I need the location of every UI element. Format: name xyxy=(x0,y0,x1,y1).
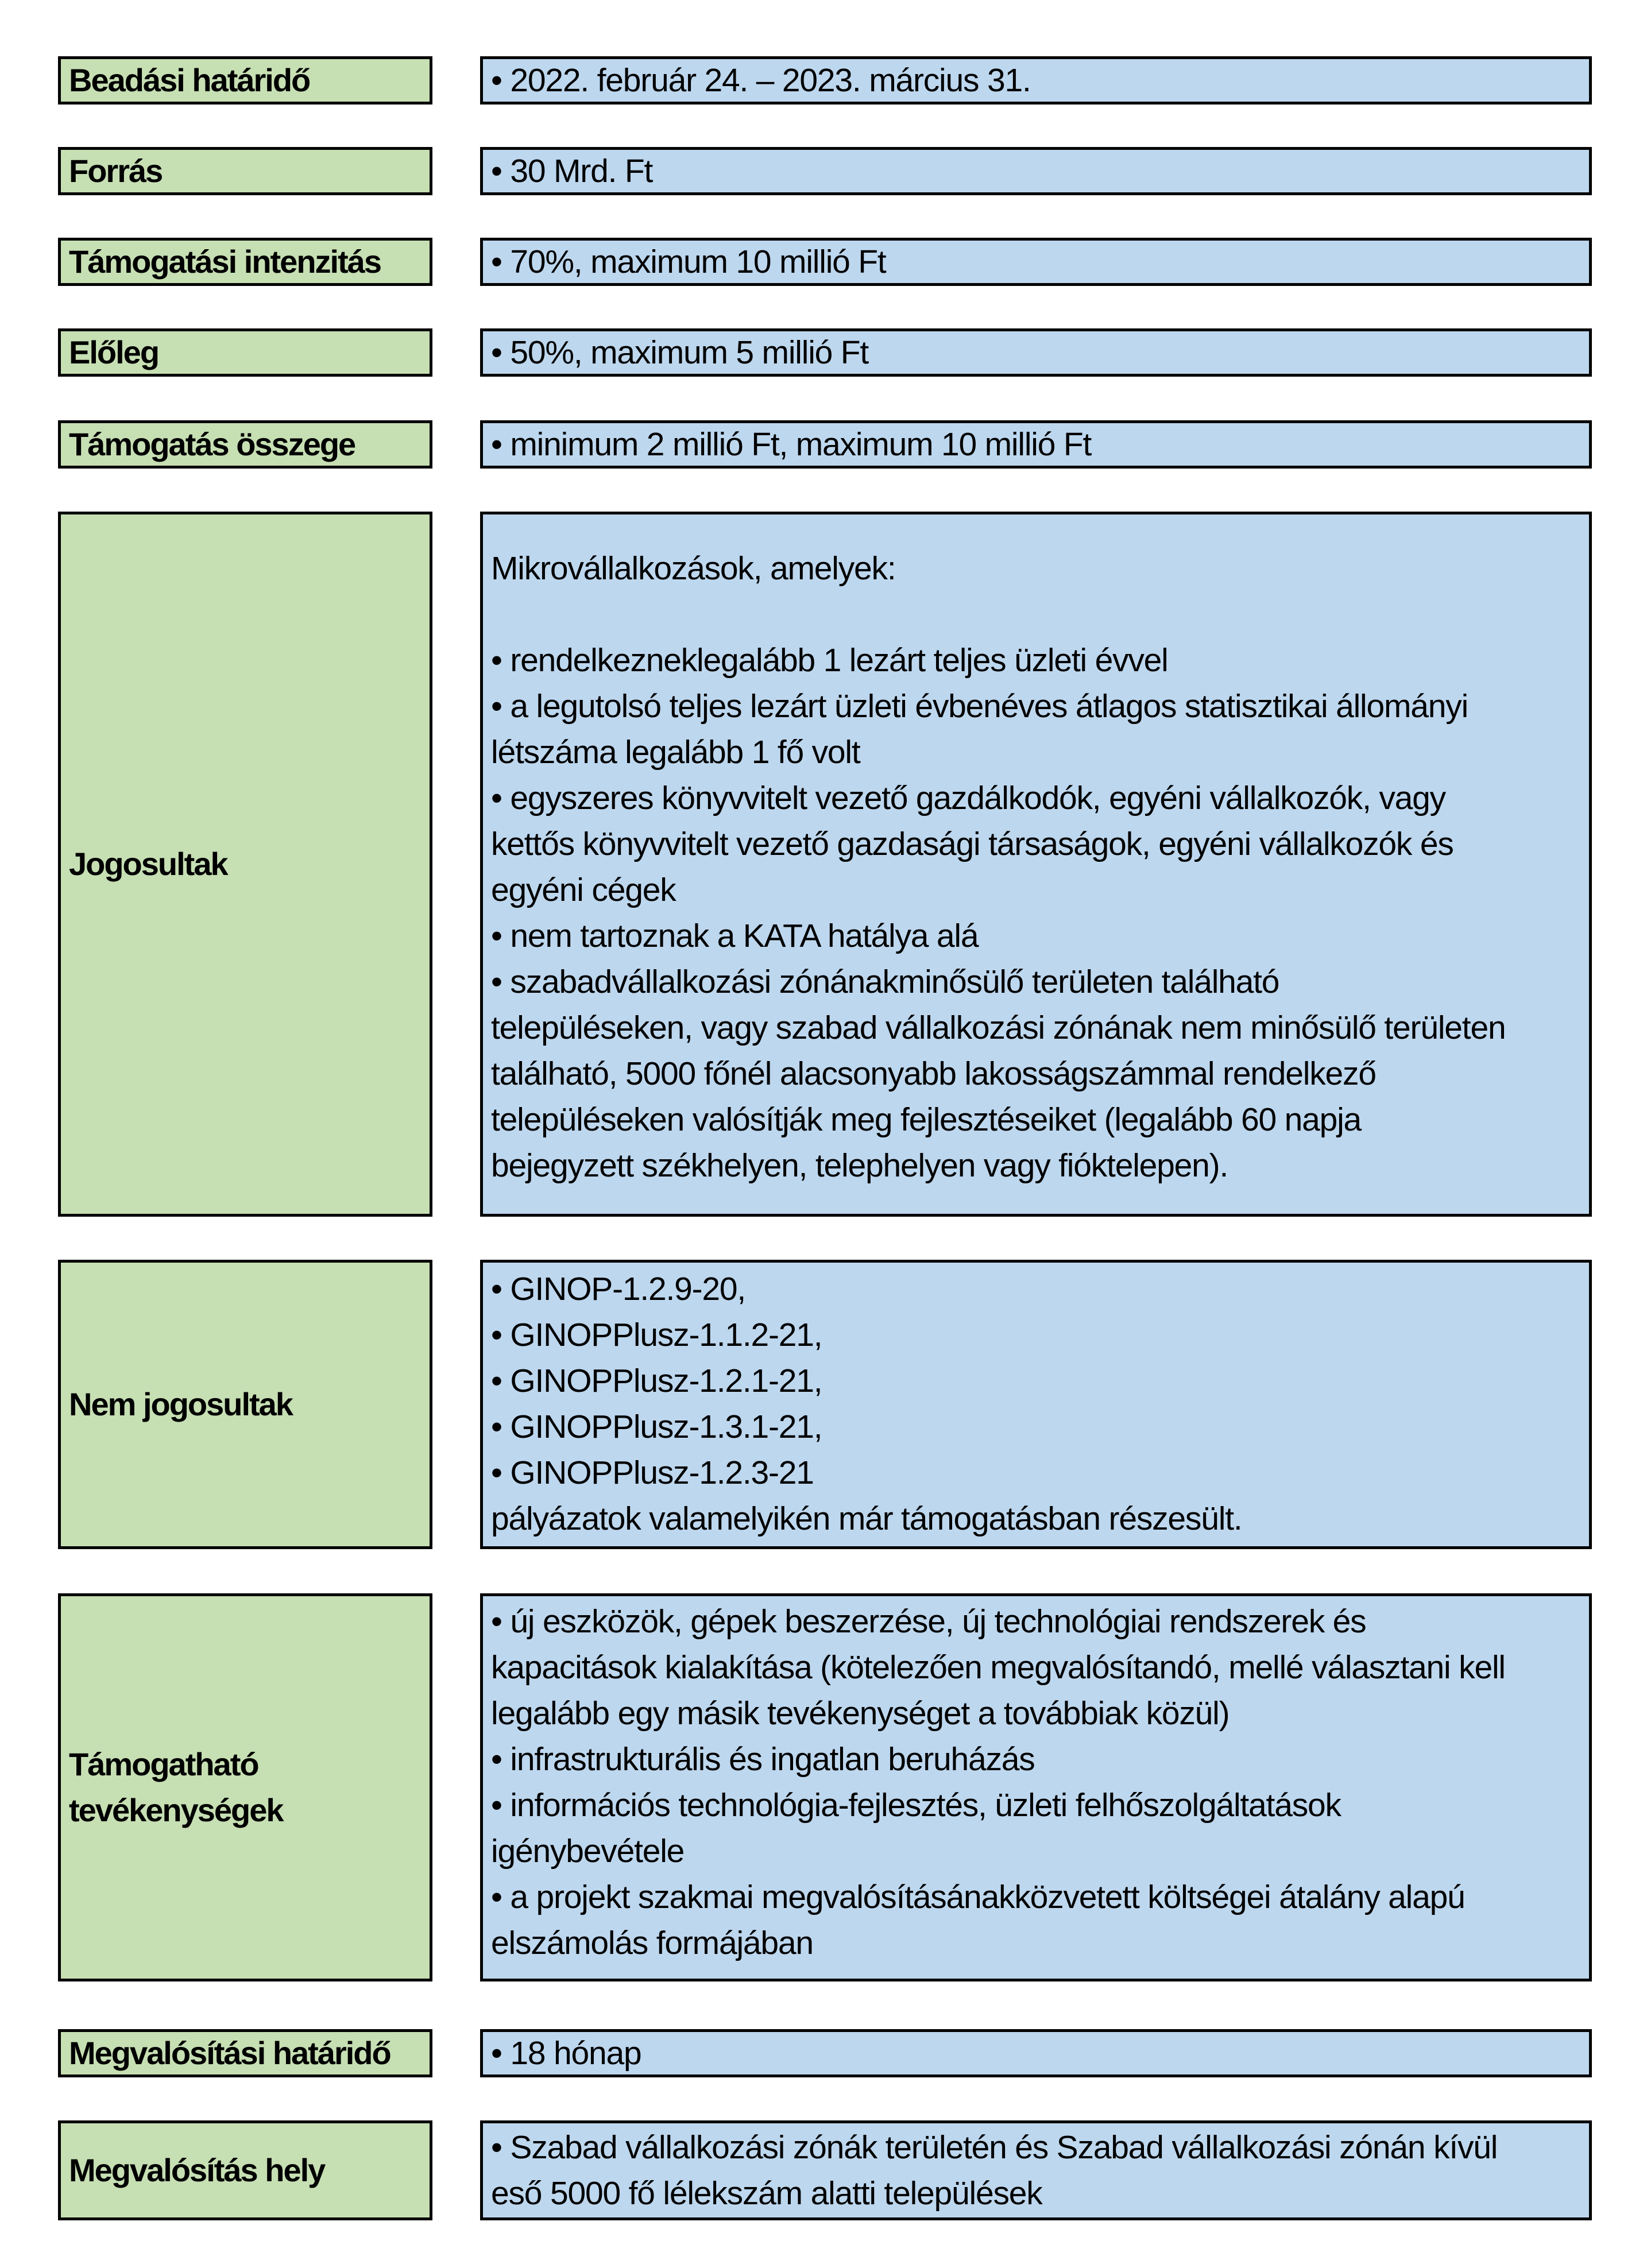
value-line: • Szabad vállalkozási zónák területén és Szabad vállalkozási zónán kívül xyxy=(491,2129,1498,2166)
label-text: Előleg xyxy=(69,334,159,370)
value-line: • rendelkezneklegalább 1 lezárt teljes üzleti évvel xyxy=(491,642,1168,679)
value-beadasi-hatarido xyxy=(480,56,1592,105)
label-tamogatas-osszege xyxy=(58,420,432,469)
value-line: • információs technológia-fejlesztés, üzleti felhőszolgáltatások xyxy=(491,1787,1341,1824)
value-line: • GINOPPlusz-1.3.1-21, xyxy=(491,1408,822,1445)
value-line: • 2022. február 24. – 2023. március 31. xyxy=(491,62,1031,99)
value-megvalositasi-hatarido xyxy=(480,2029,1592,2077)
value-line: bejegyzett székhelyen, telephelyen vagy fióktelepen). xyxy=(491,1147,1228,1184)
value-line: • infrastrukturális és ingatlan beruházás xyxy=(491,1741,1035,1778)
label-text: Nem jogosultak xyxy=(69,1386,292,1422)
value-line: • 70%, maximum 10 millió Ft xyxy=(491,243,886,280)
value-line: elszámolás formájában xyxy=(491,1925,813,1961)
value-line: • egyszeres könyvvitelt vezető gazdálkodók, egyéni vállalkozók, vagy xyxy=(491,780,1445,816)
value-line: • GINOPPlusz-1.1.2-21, xyxy=(491,1317,822,1353)
value-tamogatasi-intenzitas xyxy=(480,238,1592,286)
label-text: tevékenységek xyxy=(69,1792,283,1828)
label-text: Jogosultak xyxy=(69,846,227,882)
label-text: Támogatás összege xyxy=(69,426,355,462)
value-line: legalább egy másik tevékenységet a továbbiak közül) xyxy=(491,1695,1230,1732)
value-line: eső 5000 fő lélekszám alatti települések xyxy=(491,2175,1042,2212)
value-line: kettős könyvvitelt vezető gazdasági társaságok, egyéni vállalkozók és xyxy=(491,826,1453,862)
value-tamogatas-osszege xyxy=(480,420,1592,469)
label-text: Megvalósítási határidő xyxy=(69,2035,391,2071)
value-forras xyxy=(480,147,1592,195)
label-text: Megvalósítás hely xyxy=(69,2152,325,2188)
value-line: igénybevétele xyxy=(491,1833,685,1870)
value-line: • 50%, maximum 5 millió Ft xyxy=(491,334,869,371)
value-line: kapacitások kialakítása (kötelezően megvalósítandó, mellé választani kell xyxy=(491,1649,1505,1686)
value-line: • a legutolsó teljes lezárt üzleti évbenéves átlagos statisztikai állományi xyxy=(491,688,1468,725)
value-line: • GINOP-1.2.9-20, xyxy=(491,1271,746,1307)
value-line: településeken valósítják meg fejlesztéseiket (legalább 60 napja xyxy=(491,1101,1362,1138)
value-line: egyéni cégek xyxy=(491,872,676,908)
value-megvalositas-hely xyxy=(480,2120,1592,2220)
label-forras xyxy=(58,147,432,195)
label-beadasi-hatarido xyxy=(58,56,432,105)
label-tamogathato-tevekenysegek xyxy=(58,1593,432,1981)
value-nem-jogosultak xyxy=(480,1260,1592,1549)
label-nem-jogosultak xyxy=(58,1260,432,1549)
label-megvalositas-hely xyxy=(58,2120,432,2220)
value-line: • szabadvállalkozási zónánakminősülő területen található xyxy=(491,963,1279,1000)
value-line: található, 5000 főnél alacsonyabb lakosságszámmal rendelkező xyxy=(491,1055,1376,1092)
value-tamogathato-tevekenysegek xyxy=(480,1593,1592,1981)
value-jogosultak xyxy=(480,512,1592,1217)
value-line: • minimum 2 millió Ft, maximum 10 millió Ft xyxy=(491,426,1092,463)
label-tamogatasi-intenzitas xyxy=(58,238,432,286)
label-jogosultak xyxy=(58,512,432,1217)
label-text: Támogatási intenzitás xyxy=(69,243,381,280)
value-line: • GINOPPlusz-1.2.1-21, xyxy=(491,1363,822,1399)
value-line: • új eszközök, gépek beszerzése, új technológiai rendszerek és xyxy=(491,1603,1366,1640)
value-line: • 18 hónap xyxy=(491,2035,641,2072)
value-line: • a projekt szakmai megvalósításánakközvetett költségei átalány alapú xyxy=(491,1879,1465,1915)
value-line: létszáma legalább 1 fő volt xyxy=(491,734,860,771)
value-line: Mikrovállalkozások, amelyek: xyxy=(491,550,896,587)
value-line: • GINOPPlusz-1.2.3-21 xyxy=(491,1454,814,1491)
label-text: Beadási határidő xyxy=(69,62,310,98)
value-line xyxy=(491,591,1584,637)
label-text: Támogatható xyxy=(69,1746,258,1782)
value-line: településeken, vagy szabad vállalkozási zónának nem minősülő területen xyxy=(491,1009,1506,1046)
value-line: pályázatok valamelyikén már támogatásban részesült. xyxy=(491,1500,1242,1537)
value-line: • nem tartoznak a KATA hatálya alá xyxy=(491,918,979,954)
label-text: Forrás xyxy=(69,153,163,189)
value-eloleg xyxy=(480,328,1592,377)
value-line: • 30 Mrd. Ft xyxy=(491,153,653,189)
label-megvalositasi-hatarido xyxy=(58,2029,432,2077)
label-eloleg xyxy=(58,328,432,377)
